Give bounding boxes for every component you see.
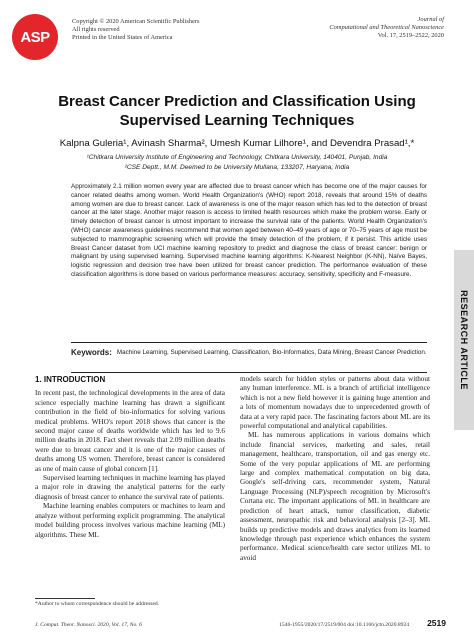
keywords-label: Keywords: [71, 348, 112, 357]
article-type-label: RESEARCH ARTICLE [459, 290, 470, 390]
footnote: *Author to whom correspondence should be addressed. [35, 601, 160, 607]
abstract-divider [71, 342, 427, 343]
journal-reference: J. Comput. Theor. Nanosci. 2020, Vol. 17, No. 6 [35, 622, 142, 628]
publisher-logo: ASP [12, 14, 58, 60]
keywords [71, 349, 427, 358]
paragraph: ML has numerous applications in various domains which include financial services, marketing and sales, retail management, healthcare, transportation, oil and gas energy etc. Some of the very popular applications of ML are performing large and complex mathematical computation on big data, Google's self-driving cars, recommender system, Natural Language Processing (NLP)/speech recognition by Microsoft's Cortana etc. The important applications of ML in healthcare are prediction of heart attack, tumor classification, diabetic assessment, neuropathic risk and behavioral analysis [2–3]. ML builds up predictive models and draws analytics from its learned knowledge through past experience which enhances the system performance. Medical science/health care sector utilizes ML to avoid [240, 431, 430, 562]
paragraph: Machine learning enables computers or machines to learn and analyze without performing explicit programming. The analytical model building process involves various machine learning (ML) algorithms. These ML [35, 502, 225, 539]
abstract: Approximately 2.1 million women every year are affected due to breast cancer which has become one of the major causes for cancer related deaths among women. World Health Organization's (WHO) report 2018, reveals that around 15% of deaths among women are due to breast cancer. Lack of awareness is one of the major reason which has led to the detection of breast cancer at the later stage. Another major reason is access to limited health resources which make the problem worse. Early or timely detection of breast cancer is utmost important to increase the survival rate of the patients. World Health Organization's (WHO) cancer awareness guidelines recommend that women aged between 40–49 years of age or 70–75 years of age must be subjected to mammographic screening which will provide the timely detection of the problem, if it persist. This article uses Breast Cancer dataset from UCI machine learning repository to predict and diagnose the class of breast cancer: benign or malignant by using supervised learning. Supervised machine learning algorithms: K-Nearest Neighbor (K-NN), Naïve Bayes, logistic regression and decision tree have been utilized for breast cancer prediction. The performance evaluation of these classification algorithms is done based on various performance measures: accuracy, sensitivity, specificity and F-measure. [71, 183, 427, 278]
issn-doi: 1546-1955/2020/17/2519/004 doi:10.1166/jctn.2020.8924 [279, 622, 410, 628]
keywords-text: Machine Learning, Supervised Learning, Classification, Bio-Informatics, Data Mining, Breast Cancer Prediction. [116, 349, 427, 356]
journal-line: Journal of [417, 16, 444, 23]
article-type-tab [454, 250, 474, 430]
title-line: Supervised Learning Techniques [119, 112, 355, 129]
paragraph: models search for hidden styles or patterns about data without any human interference. ML is a branch of artificial intelligence which is not a new field however it is gaining huge attention and a lots of momentum nowadays due to unprecedented growth of data at a very rapid pace. The fascinating factors about ML are its powerful computational and analytical capabilities. [240, 375, 430, 431]
section-heading: 1. INTRODUCTION [35, 375, 106, 384]
author-list: Kalpna Guleria¹, Avinash Sharma², Umesh Kumar Lilhore¹, and Devendra Prasad¹,* [59, 138, 415, 149]
right-column [240, 375, 430, 563]
paragraph: In recent past, the technological developments in the area of data science especially machine learning has drawn a significant contribution in the field of bio-informatics for solving various medical problems. WHO's report 2018 shows that cancer is the second major cause of deaths worldwide which has led to 9.6 million deaths in 2018. Fact sheet reveals that 2.09 million deaths were due to breast cancer and it is one of the major causes of deaths among US women. Therefore, breast cancer is considered as one of main cause of global concern [1]. [35, 389, 225, 473]
affiliation: ¹Chitkara University Institute of Engineering and Technology, Chitkara University, 140401, Punjab, India [86, 154, 388, 161]
left-column [35, 375, 225, 540]
copyright-line: Printed in the United States of America [72, 34, 173, 41]
affiliation: ²CSE Deptt., M.M. Deemed to be University Mullana, 133207, Haryana, India [124, 164, 350, 171]
journal-header [329, 16, 444, 40]
copyright-notice [72, 18, 200, 42]
footnote-divider [35, 598, 95, 599]
journal-name: Computational and Theoretical Nanoscience [329, 24, 444, 31]
paragraph: Supervised learning techniques in machine learning has played a major role in drawing the analytical patterns for the early diagnosis of breast cancer to enhance the survival rate of patients. [35, 474, 225, 501]
article-title [20, 92, 454, 130]
copyright-line: All rights reserved [72, 26, 120, 33]
title-line: Breast Cancer Prediction and Classification Using [58, 93, 416, 110]
page-footer [35, 618, 446, 628]
affiliations [20, 153, 454, 173]
page-number: 2519 [427, 618, 446, 628]
copyright-line: Copyright © 2020 American Scientific Publishers [72, 18, 200, 25]
keywords-divider [71, 372, 427, 373]
journal-volume: Vol. 17, 2519–2522, 2020 [377, 32, 444, 39]
